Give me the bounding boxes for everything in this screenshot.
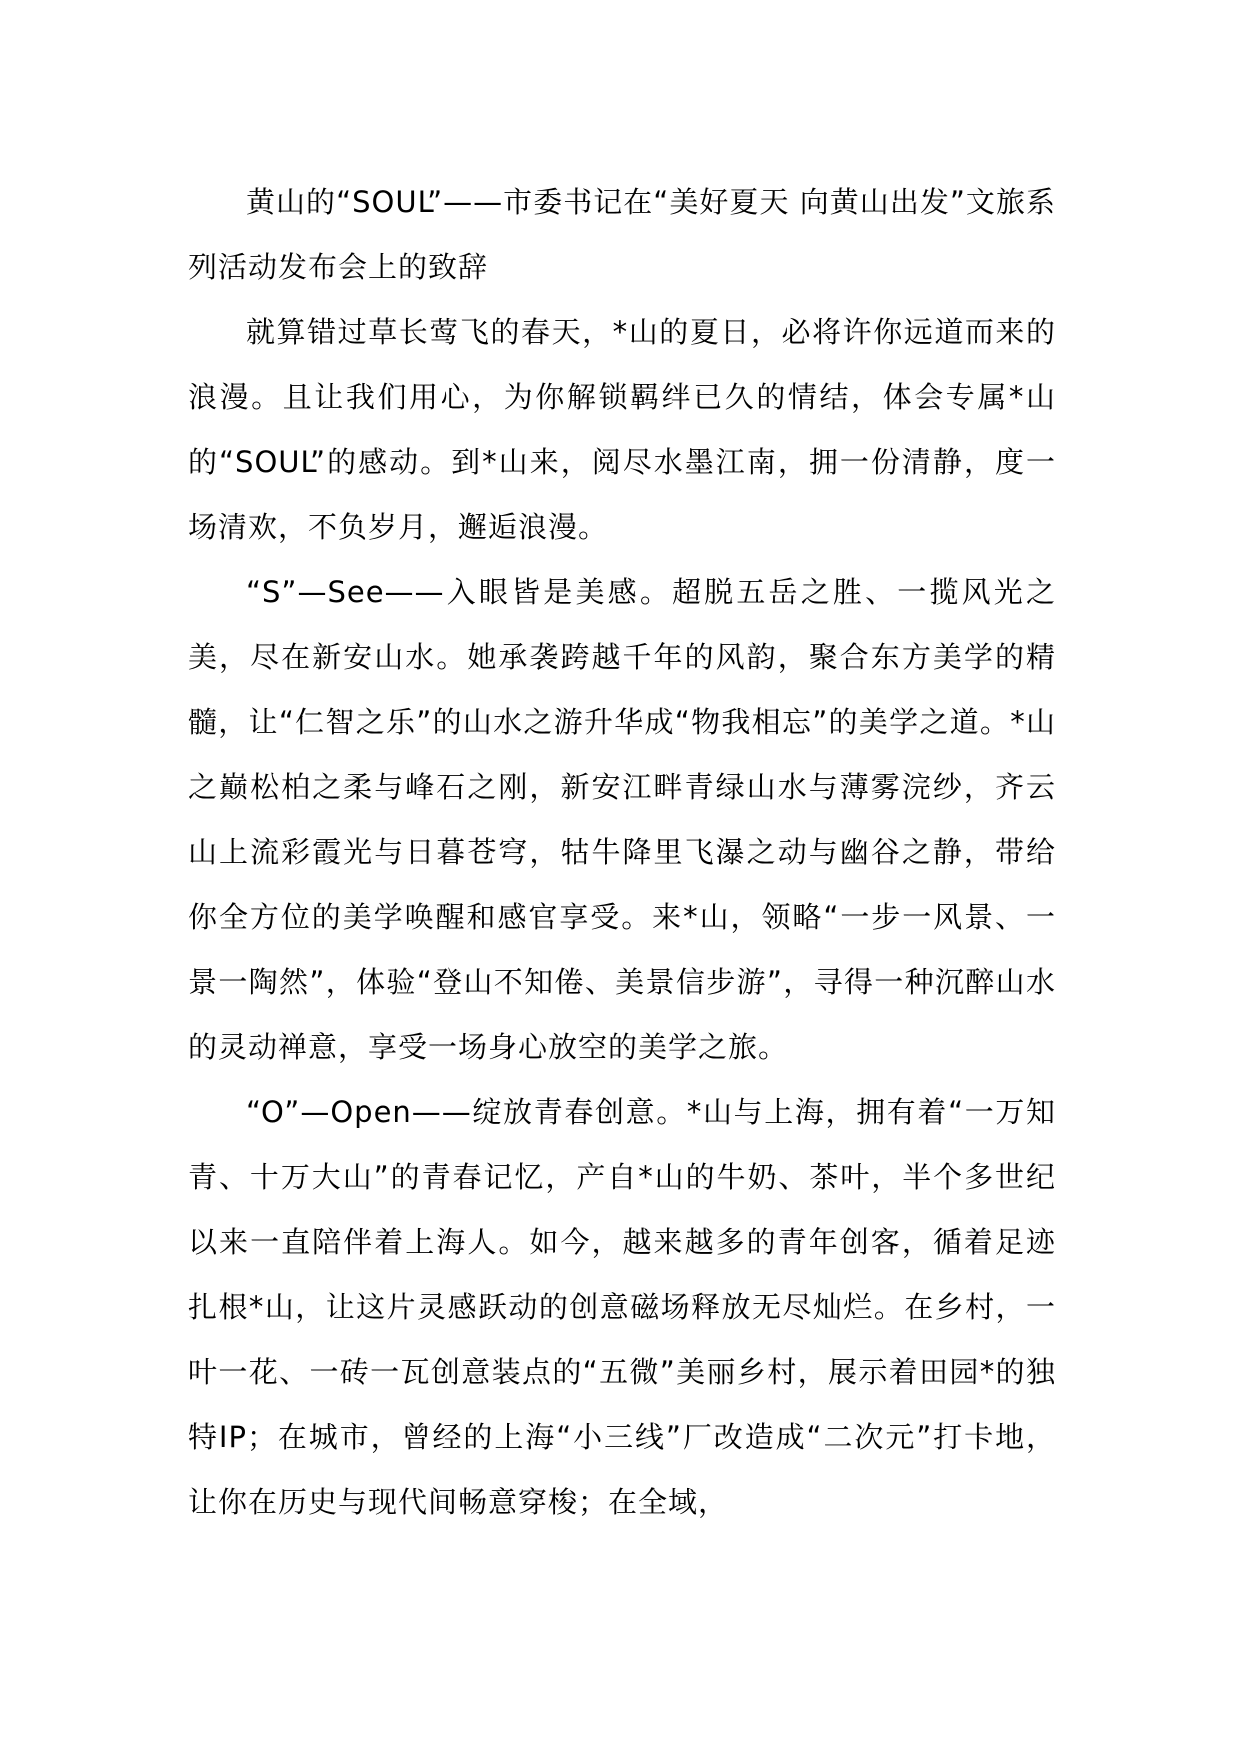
open-paragraph: “O”—Open——绽放青春创意。*山与上海，拥有着“一万知青、十万大山”的青春记忆，产自*山的牛奶、茶叶，半个多世纪以来一直陪伴着上海人。如今，越来越多的青年创客，循着足迹扎根*山，让这片灵感跃动的创意磁场释放无尽灿烂。在乡村，一叶一花、一砖一瓦创意装点的“五微”美丽乡村，展示着田园*的独特IP；在城市，曾经的上海“小三线”厂改造成“二次元”打卡地，让你在历史与现代间畅意穿梭；在全域， <box>188 1095 1056 1519</box>
title-paragraph: 黄山的“SOUL”——市委书记在“美好夏天 向黄山出发”文旅系列活动发布会上的致辞 <box>188 185 1056 284</box>
see-paragraph: “S”—See——入眼皆是美感。超脱五岳之胜、一揽风光之美，尽在新安山水。她承袭跨越千年的风韵，聚合东方美学的精髓，让“仁智之乐”的山水之游升华成“物我相忘”的美学之道。*山之巅松柏之柔与峰石之刚，新安江畔青绿山水与薄雾浣纱，齐云山上流彩霞光与日暮苍穹，牯牛降里飞瀑之动与幽谷之静，带给你全方位的美学唤醒和感官享受。来*山，领略“一步一风景、一景一陶然”，体验“登山不知倦、美景信步游”，寻得一种沉醉山水的灵动禅意，享受一场身心放空的美学之旅。 <box>188 575 1056 1064</box>
intro-paragraph: 就算错过草长莺飞的春天，*山的夏日，必将许你远道而来的浪漫。且让我们用心，为你解锁羁绊已久的情结，体会专属*山的“SOUL”的感动。到*山来，阅尽水墨江南，拥一份清静，度一场清欢，不负岁月，邂逅浪漫。 <box>188 315 1056 544</box>
document-body <box>188 170 1056 1535</box>
